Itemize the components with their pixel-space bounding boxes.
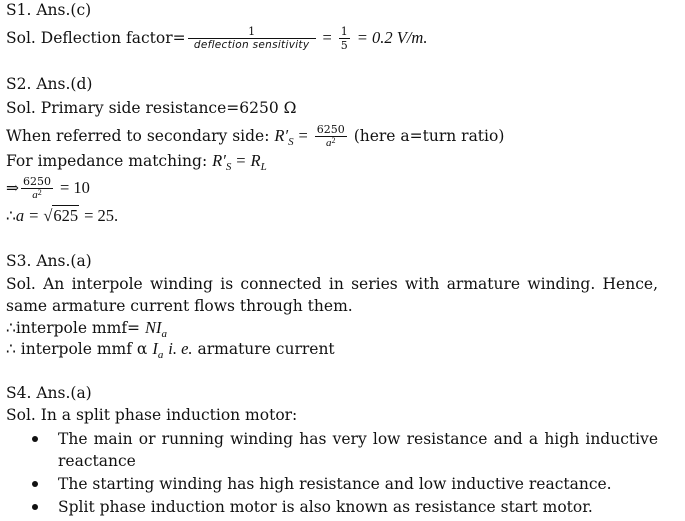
s4-solution: Sol. In a split phase induction motor: xyxy=(6,406,298,424)
s3-mmf2-ie: i. e. xyxy=(168,339,193,358)
s2-implies: ⇒ xyxy=(6,179,19,197)
bullet-icon xyxy=(32,481,38,487)
s3-solution: Sol. An interpole winding is connected in series with armature winding. Hence, same armature current flows through them. xyxy=(6,275,658,315)
s1-deflection-fraction xyxy=(188,26,316,52)
s2-rs-prime: R′ xyxy=(274,126,289,145)
bullet-icon xyxy=(32,504,38,510)
s2-answer: S2. Ans.(d) xyxy=(6,75,93,93)
s1-answer: S1. Ans.(c) xyxy=(6,1,92,19)
s2-referred-note: (here a=turn ratio) xyxy=(353,127,505,145)
s1-sol-prefix: Sol. Deflection factor= xyxy=(6,29,186,47)
s3-mmf2-var: I xyxy=(152,339,158,358)
s2-ratio-fraction xyxy=(315,124,347,150)
s3-mmf-line-1 xyxy=(6,318,167,340)
s2-rl: R xyxy=(250,151,261,170)
s2-eq: = xyxy=(298,126,308,145)
s1-frac-num: 1 xyxy=(248,25,256,38)
s3-mmf2-suffix: armature current xyxy=(197,340,335,358)
s2-frac-num: 6250 xyxy=(316,123,345,136)
s2-implies-den-base: a xyxy=(32,189,38,201)
s3-mmf-line-2 xyxy=(6,339,335,361)
s3-mmf2-sub: a xyxy=(157,349,164,361)
s2-referred-prefix: When referred to secondary side: xyxy=(6,127,275,145)
s2-sqrt-val: 625 xyxy=(53,206,79,225)
s1-solution: Sol. Deflection factor= $\frac{1}{\text{deflection sensitivity}}$ = $\frac{1}{5}$ = 0.2 V/m. xyxy=(6,25,428,52)
s2-implies-fraction xyxy=(21,176,53,202)
s2-matching-prefix: For impedance matching: xyxy=(6,152,213,170)
s3-mmf1-var: NI xyxy=(144,318,162,337)
s2-frac-den-base: a xyxy=(326,137,332,149)
s2-matching xyxy=(6,151,267,173)
s2-matching-rs-sub: S xyxy=(225,161,232,173)
s1-eq2-num: 1 xyxy=(340,25,348,38)
s2-a-var: a xyxy=(15,206,25,225)
s2-frac-den-exp: 2 xyxy=(331,136,336,145)
s2-implies-num: 6250 xyxy=(23,175,51,188)
list-item-text: Split phase induction motor is also known as resistance start motor. xyxy=(58,498,593,516)
s2-implies-result: = 10 xyxy=(59,178,90,197)
s2-therefore: ∴ xyxy=(6,207,16,225)
s2-rl-sub: L xyxy=(260,161,267,173)
list-item-text: The main or running winding has very low resistance and a high inductive reactance xyxy=(58,430,658,470)
s2-primary: Sol. Primary side resistance=6250 Ω xyxy=(6,99,297,117)
s3-mmf1-prefix: ∴interpole mmf= xyxy=(6,319,145,337)
s2-implies-line xyxy=(6,176,90,202)
s2-matching-eq: = xyxy=(236,151,246,170)
s3-mmf1-sub: a xyxy=(161,328,167,340)
s3-answer: S3. Ans.(a) xyxy=(6,252,92,270)
bullet-icon xyxy=(32,436,38,442)
s1-value-fraction xyxy=(339,26,350,52)
sqrt-icon: √625 xyxy=(43,206,79,225)
s2-final: = 25. xyxy=(84,206,119,225)
s2-final-line: ∴a = √625 = 25. xyxy=(6,206,119,225)
s2-implies-den-exp: 2 xyxy=(37,188,42,197)
s2-matching-rs: R′ xyxy=(212,151,226,170)
s3-mmf2-prefix: ∴ interpole mmf α xyxy=(6,340,153,358)
s1-result: = 0.2 V/m. xyxy=(356,28,428,47)
s2-referred xyxy=(6,124,504,150)
s1-frac-den: deflection sensitivity xyxy=(188,38,316,52)
s4-answer: S4. Ans.(a) xyxy=(6,384,92,402)
list-item-text: The starting winding has high resistance and low inductive reactance. xyxy=(58,475,612,493)
s1-eq2-den: 5 xyxy=(340,39,348,52)
s2-rs-sub: S xyxy=(288,136,294,148)
